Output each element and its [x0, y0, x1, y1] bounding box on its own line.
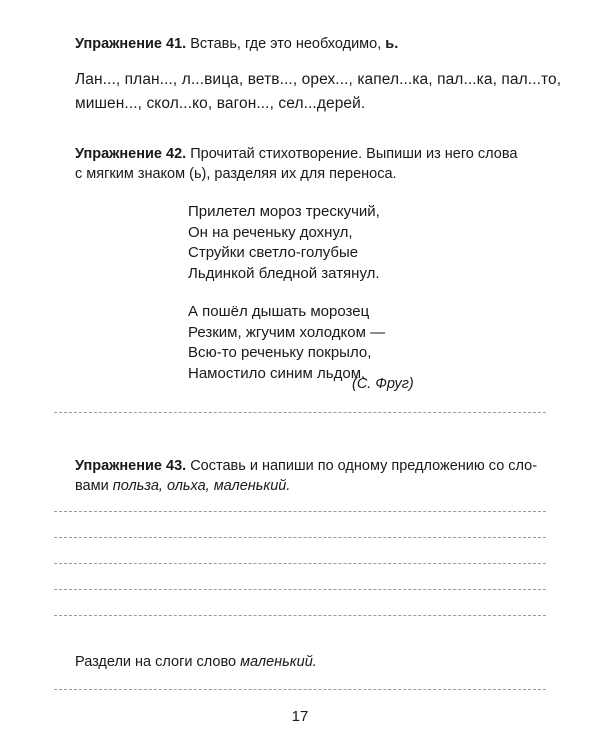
answer-line — [54, 563, 546, 564]
exercise-41-words-line-2: мишен..., скол...ко, вагон..., сел...дерей. — [75, 95, 366, 112]
exercise-42-task-line-1: Прочитай стихотворение. Выпиши из него слова — [190, 146, 518, 162]
answer-line — [54, 412, 546, 413]
exercise-42-title: Упражнение 42. — [75, 146, 187, 162]
syllables-task-word: маленький. — [240, 654, 317, 670]
poem-line: Всю-то реченьку покрыло, — [188, 344, 372, 361]
poem-line: А пошёл дышать морозец — [188, 303, 370, 320]
exercise-43-title: Упражнение 43. — [75, 458, 187, 474]
answer-line — [54, 537, 546, 538]
poem-author: (С. Фруг) — [352, 376, 414, 392]
poem-line: Струйки светло-голубые — [188, 244, 359, 261]
poem-line: Прилетел мороз трескучий, — [188, 203, 380, 220]
answer-line — [54, 615, 546, 616]
poem-line: Намостило синим льдом. — [188, 364, 366, 382]
exercise-43-heading — [75, 456, 537, 476]
exercise-41-heading — [75, 34, 398, 54]
exercise-43-task-prefix: вами — [75, 478, 109, 494]
exercise-43-task-line-1: Составь и напиши по одному предложению со сло- — [190, 458, 538, 474]
poem-stanza-1 — [188, 202, 385, 284]
answer-line — [54, 689, 546, 690]
poem-line: Он на реченьку дохнул, — [188, 223, 353, 241]
answer-line — [54, 589, 546, 590]
exercise-41-words-line-1: Лан..., план..., л...вица, ветв..., орех..., капел...ка, пал...ка, пал...то, — [75, 71, 562, 88]
exercise-43-task-words: польза, ольха, маленький. — [112, 478, 291, 494]
exercise-42-task-line-2: с мягким знаком (ь), разделяя их для переноса. — [75, 166, 397, 182]
syllables-task-prefix: Раздели на слоги слово — [75, 654, 237, 670]
poem-line: Резким, жгучим холодком — — [188, 323, 386, 341]
syllables-task — [75, 652, 545, 673]
poem-stanza-2 — [188, 302, 385, 384]
exercise-41-letter: ь. — [385, 36, 399, 52]
exercise-43-task-line-2 — [75, 476, 545, 497]
page-number: 17 — [291, 708, 309, 725]
poem — [188, 202, 385, 402]
exercise-41-task: Вставь, где это необходимо, — [190, 36, 382, 52]
answer-line — [54, 511, 546, 512]
poem-line: Льдинкой бледной затянул. — [188, 264, 380, 282]
exercise-42-heading — [75, 144, 517, 164]
exercise-41-title: Упражнение 41. — [75, 36, 187, 52]
